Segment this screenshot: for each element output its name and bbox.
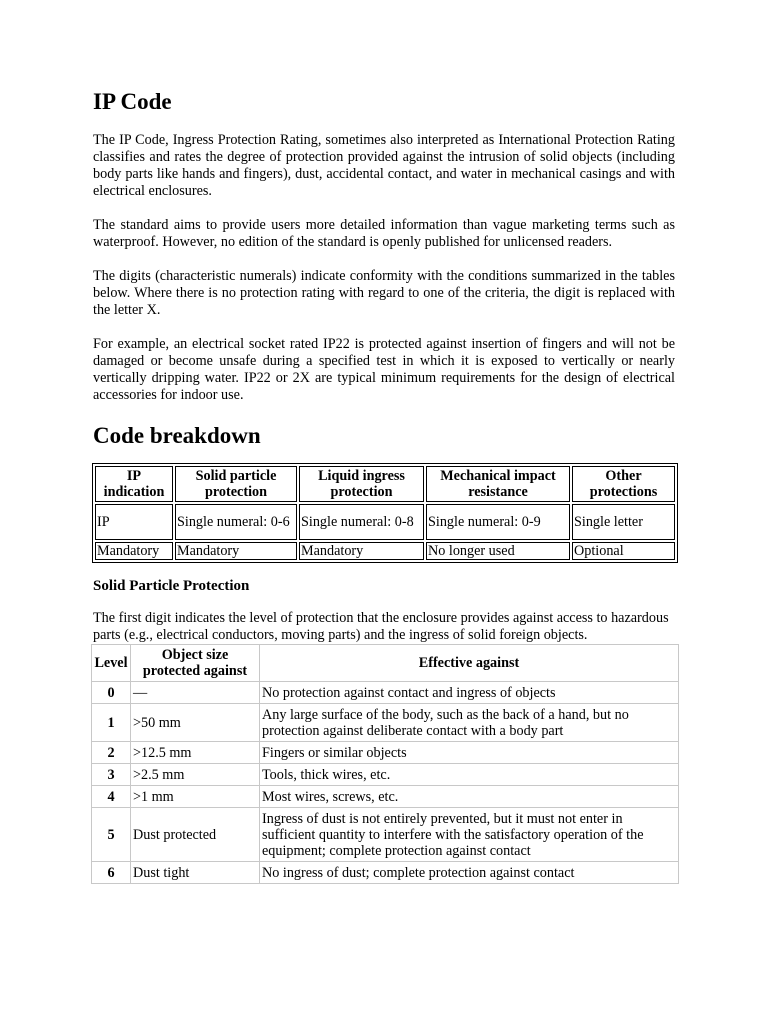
standard-paragraph: The standard aims to provide users more detailed information than vague marketing terms such as waterproof. However, no edition of the standard is openly published for unlicensed readers. [93, 217, 675, 250]
table-cell: Mandatory [95, 542, 173, 560]
level-cell: 4 [92, 786, 131, 808]
object-size-cell: Dust protected [131, 808, 260, 862]
level-cell: 1 [92, 704, 131, 742]
level-cell: 2 [92, 742, 131, 764]
effective-against-cell: Ingress of dust is not entirely prevented, but it must not enter in sufficient quantity to interfere with the satisfactory operation of the equipment; complete protection against contact [260, 808, 679, 862]
object-size-cell: >1 mm [131, 786, 260, 808]
header-other-protections: Other protections [572, 466, 675, 502]
table-row [95, 542, 675, 560]
table-row [95, 504, 675, 540]
table-row [92, 742, 679, 764]
example-paragraph: For example, an electrical socket rated IP22 is protected against insertion of fingers and will not be damaged or become unsafe during a specified test in which it is exposed to vertically or nearly vertically dripping water. IP22 or 2X are typical minimum requirements for the design of electrical accessories for indoor use. [93, 336, 675, 403]
digits-paragraph: The digits (characteristic numerals) indicate conformity with the conditions summarized in the tables below. Where there is no protection rating with regard to one of the criteria, the digit is replaced with the letter X. [93, 268, 675, 318]
table-cell: IP [95, 504, 173, 540]
table-row [92, 682, 679, 704]
document-content [93, 86, 675, 884]
effective-against-cell: No protection against contact and ingress of objects [260, 682, 679, 704]
solid-particle-heading: Solid Particle Protection [93, 578, 250, 594]
table-cell: Single letter [572, 504, 675, 540]
level-cell: 0 [92, 682, 131, 704]
level-cell: 5 [92, 808, 131, 862]
code-breakdown-table [92, 463, 678, 563]
effective-against-cell: Fingers or similar objects [260, 742, 679, 764]
effective-against-cell: No ingress of dust; complete protection against contact [260, 862, 679, 884]
header-ip-indication: IP indication [95, 466, 173, 502]
header-liquid-ingress: Liquid ingress protection [299, 466, 424, 502]
table-header-row [92, 645, 679, 682]
table-cell: Single numeral: 0-8 [299, 504, 424, 540]
solid-particle-intro: The first digit indicates the level of protection that the enclosure provides against access to hazardous parts (e.g., electrical conductors, moving parts) and the ingress of solid foreign objects. [93, 610, 669, 643]
header-effective-against: Effective against [260, 645, 679, 682]
level-cell: 6 [92, 862, 131, 884]
object-size-cell: >50 mm [131, 704, 260, 742]
table-row [92, 704, 679, 742]
table-row [92, 808, 679, 862]
table-cell: Optional [572, 542, 675, 560]
intro-paragraph: The IP Code, Ingress Protection Rating, sometimes also interpreted as International Protection Rating classifies and rates the degree of protection provided against the intrusion of solid objects (including body parts like hands and fingers), dust, accidental contact, and water in mechanical casings and with electrical enclosures. [93, 132, 675, 199]
header-object-size: Object size protected against [131, 645, 260, 682]
table-cell: No longer used [426, 542, 570, 560]
table-cell: Mandatory [175, 542, 297, 560]
object-size-cell: >2.5 mm [131, 764, 260, 786]
header-solid-particle: Solid particle protection [175, 466, 297, 502]
effective-against-cell: Any large surface of the body, such as the back of a hand, but no protection against deliberate contact with a body part [260, 704, 679, 742]
page-title: IP Code [93, 89, 172, 114]
table-header-row [95, 466, 675, 502]
header-mechanical-impact: Mechanical impact resistance [426, 466, 570, 502]
object-size-cell: — [131, 682, 260, 704]
code-breakdown-heading: Code breakdown [93, 423, 261, 448]
level-cell: 3 [92, 764, 131, 786]
header-level: Level [92, 645, 131, 682]
effective-against-cell: Tools, thick wires, etc. [260, 764, 679, 786]
solid-particle-table [91, 644, 679, 884]
object-size-cell: Dust tight [131, 862, 260, 884]
table-row [92, 764, 679, 786]
table-row [92, 786, 679, 808]
object-size-cell: >12.5 mm [131, 742, 260, 764]
table-row [92, 862, 679, 884]
table-cell: Single numeral: 0-6 [175, 504, 297, 540]
table-cell: Single numeral: 0-9 [426, 504, 570, 540]
table-cell: Mandatory [299, 542, 424, 560]
effective-against-cell: Most wires, screws, etc. [260, 786, 679, 808]
